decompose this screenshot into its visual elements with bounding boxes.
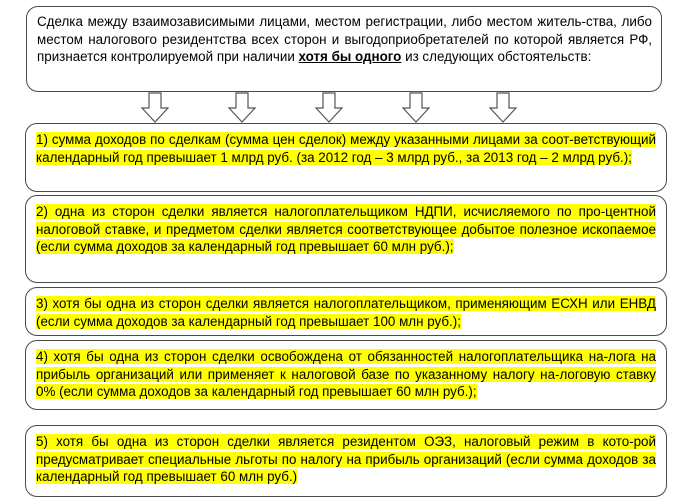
intro-text-after: из следующих обстоятельств:	[401, 49, 592, 64]
condition-box-5	[25, 425, 667, 497]
condition-box-3	[25, 287, 667, 336]
down-arrow-2	[229, 93, 255, 122]
condition-box-1	[25, 123, 667, 192]
condition-text-2: 2) одна из сторон сделки является налогоплательщиком НДПИ, исчисляемого по про-центной налоговой ставке, и предметом сделки является соответствующее добытое полезное ископаемое (если сумма доходов за календарный год превышает 60 млн руб.);	[36, 204, 656, 254]
down-arrow-5	[490, 93, 516, 122]
connector-arrows	[0, 0, 693, 130]
condition-text-3: 3) хотя бы одна из сторон сделки является налогоплательщиком, применяющим ЕСХН или ЕНВД (если сумма доходов за календарный год превышает 100 млн руб.);	[36, 296, 656, 329]
down-arrow-4	[403, 93, 429, 122]
down-arrow-3	[316, 93, 342, 122]
condition-text-5: 5) хотя бы одна из сторон сделки является резидентом ОЭЗ, налоговый режим в кото-рой предусматривает специальные льготы по налогу на прибыль организаций (если сумма доходов за календарный год превышает 60 млн руб.)	[36, 434, 656, 484]
condition-box-4	[25, 340, 667, 410]
down-arrow-1	[142, 93, 168, 122]
condition-text-4: 4) хотя бы одна из сторон сделки освобождена от обязанностей налогоплательщика на-лога на прибыль организаций или применяет к налоговой базе по указанному налогу на-логовую ставку 0% (если сумма доходов за календарный год превышает 60 млн руб.);	[36, 349, 656, 399]
intro-text-before: Сделка между взаимозависимыми лицами, местом регистрации, либо местом житель-ства, либо местом налогового резидентства всех сторон и выгодоприобретателей по которой является РФ, признается контролируемой при наличии	[37, 14, 652, 64]
condition-box-2	[25, 195, 667, 283]
intro-emphasis: хотя бы одного	[298, 49, 402, 64]
condition-text-1: 1) сумма доходов по сделкам (сумма цен сделок) между указанными лицами за соот-ветствующий календарный год превышает 1 млрд руб. (за 2012 год – 3 млрд руб., за 2013 год – 2 млрд руб.);	[36, 132, 656, 165]
